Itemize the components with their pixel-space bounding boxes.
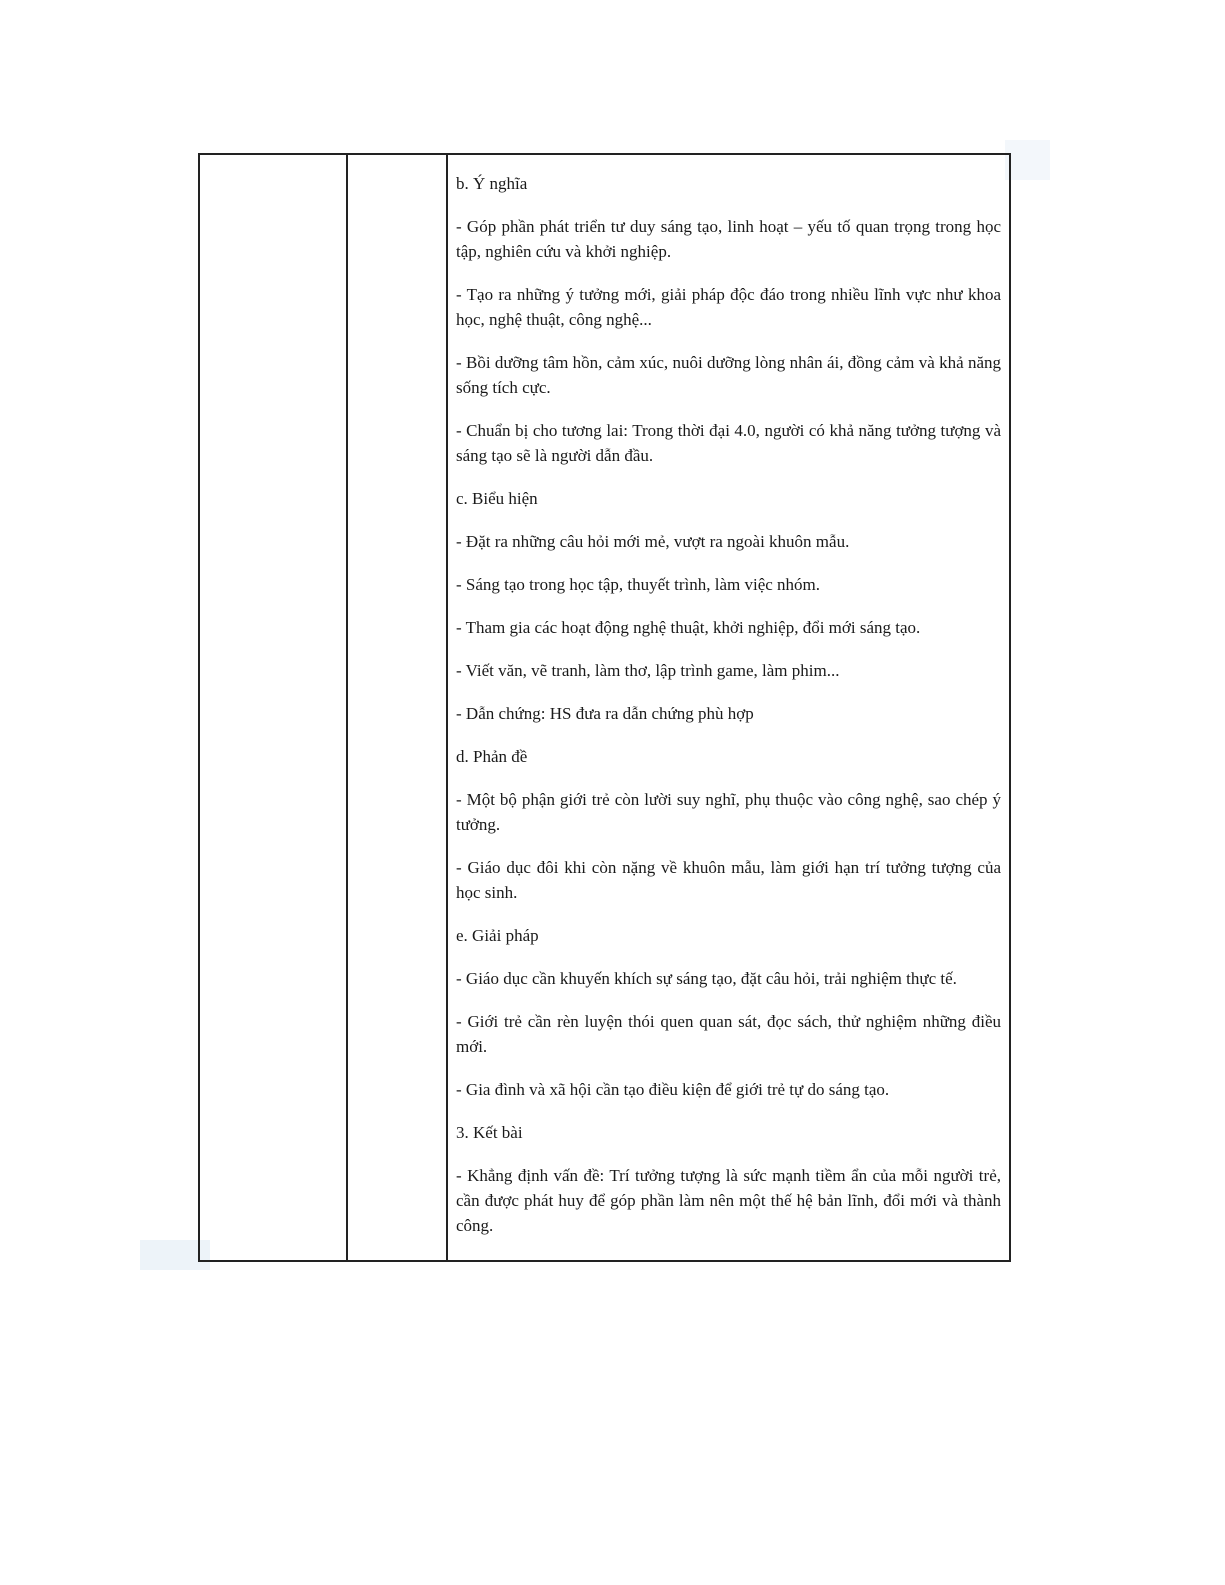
section-heading: b. Ý nghĩa: [456, 174, 528, 193]
paragraph: - Gia đình và xã hội cần tạo điều kiện để giới trẻ tự do sáng tạo.: [456, 1080, 890, 1099]
paragraph: - Một bộ phận giới trẻ còn lười suy nghĩ, phụ thuộc vào công nghệ, sao chép ý tưởng.: [456, 790, 1001, 834]
paragraph: - Giáo dục cần khuyến khích sự sáng tạo, đặt câu hỏi, trải nghiệm thực tế.: [456, 969, 957, 988]
section-heading: e. Giải pháp: [456, 926, 539, 945]
content-text: [448, 155, 1009, 1238]
paragraph: - Khẳng định vấn đề: Trí tưởng tượng là sức mạnh tiềm ẩn của mỗi người trẻ, cần được phát huy để góp phần làm nên một thế hệ bản lĩnh, đổi mới và thành công.: [456, 1166, 1001, 1235]
table-row: [199, 154, 1010, 1261]
paragraph: - Chuẩn bị cho tương lai: Trong thời đại 4.0, người có khả năng tưởng tượng và sáng tạo sẽ là người dẫn đầu.: [456, 421, 1001, 465]
empty-cell-middle: [347, 154, 447, 1261]
section-heading: c. Biểu hiện: [456, 489, 538, 508]
paragraph: - Đặt ra những câu hỏi mới mẻ, vượt ra ngoài khuôn mẫu.: [456, 532, 850, 551]
paragraph: - Viết văn, vẽ tranh, làm thơ, lập trình game, làm phim...: [456, 661, 840, 680]
empty-cell-left: [199, 154, 347, 1261]
paragraph: - Bồi dưỡng tâm hồn, cảm xúc, nuôi dưỡng lòng nhân ái, đồng cảm và khả năng sống tích cực.: [456, 353, 1001, 397]
content-table: [198, 153, 1011, 1262]
scan-artifact: [1005, 140, 1050, 180]
section-heading: d. Phản đề: [456, 747, 528, 766]
paragraph: - Tạo ra những ý tưởng mới, giải pháp độc đáo trong nhiều lĩnh vực như khoa học, nghệ thuật, công nghệ...: [456, 285, 1001, 329]
paragraph: - Tham gia các hoạt động nghệ thuật, khởi nghiệp, đổi mới sáng tạo.: [456, 618, 921, 637]
paragraph: - Góp phần phát triển tư duy sáng tạo, linh hoạt – yếu tố quan trọng trong học tập, nghiên cứu và khởi nghiệp.: [456, 217, 1001, 261]
content-cell: [447, 154, 1010, 1261]
paragraph: - Giáo dục đôi khi còn nặng về khuôn mẫu, làm giới hạn trí tưởng tượng của học sinh.: [456, 858, 1001, 902]
paragraph: - Dẫn chứng: HS đưa ra dẫn chứng phù hợp: [456, 704, 754, 723]
paragraph: - Sáng tạo trong học tập, thuyết trình, làm việc nhóm.: [456, 575, 821, 594]
paragraph: - Giới trẻ cần rèn luyện thói quen quan sát, đọc sách, thử nghiệm những điều mới.: [456, 1012, 1001, 1056]
section-heading: 3. Kết bài: [456, 1123, 523, 1142]
